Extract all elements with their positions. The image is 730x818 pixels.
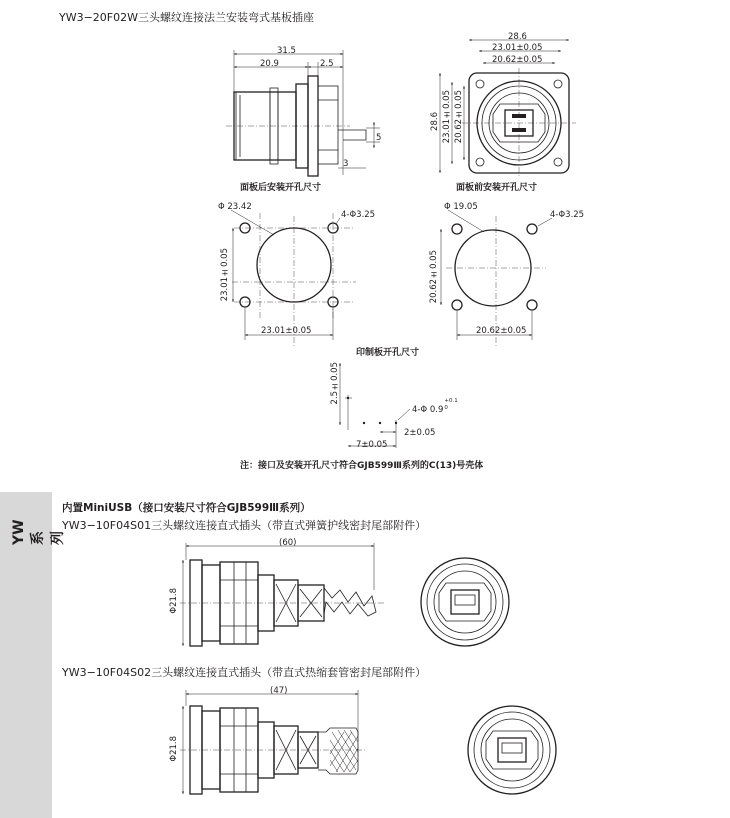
rear-cutout-pitch-h: 23.01±0.05 bbox=[261, 326, 312, 336]
dim-front-inner: 20.62±0.05 bbox=[492, 55, 543, 65]
pcb-pitch: 2±0.05 bbox=[404, 428, 436, 438]
section1-title: YW3−20F02W三头螺纹连接法兰安装弯式基板插座 bbox=[59, 11, 315, 24]
rear-cutout-drawing bbox=[231, 210, 356, 346]
plug2-diameter: Φ21.8 bbox=[169, 736, 179, 762]
plug2-side-view bbox=[180, 690, 366, 794]
rear-cutout-diameter: Φ 23.42 bbox=[218, 202, 252, 212]
plug2-end-view bbox=[468, 706, 556, 794]
front-cutout-holes: 4-Φ3.25 bbox=[550, 210, 585, 220]
socket-front-view bbox=[440, 40, 576, 178]
front-cutout-pitch-v: 20.62±0.05 bbox=[429, 250, 439, 304]
rear-cutout-holes: 4-Φ3.25 bbox=[341, 210, 376, 220]
dim-front-outer: 28.6 bbox=[508, 32, 527, 42]
dim-front-inner-v: 20.62±0.05 bbox=[454, 90, 464, 144]
plug1-length: (60) bbox=[279, 538, 297, 548]
dim-pin-tail: 3 bbox=[343, 159, 349, 169]
dim-front-outer-v: 28.6 bbox=[430, 112, 440, 131]
spec-note: 注：接口及安装开孔尺寸符合GJB599Ⅲ系列的C(13)号壳体 bbox=[240, 461, 484, 471]
plug1-title: YW3−10F04S01三头螺纹连接直式插头（带直式弹簧护线密封尾部附件） bbox=[62, 519, 427, 532]
pcb-pattern-drawing bbox=[340, 363, 410, 448]
front-cutout-caption: 面板前安装开孔尺寸 bbox=[456, 183, 538, 193]
socket-side-view bbox=[226, 50, 380, 176]
dim-front-mid-v: 23.01±0.05 bbox=[442, 90, 452, 144]
front-cutout-diameter: Φ 19.05 bbox=[444, 202, 478, 212]
plug2-title: YW3−10F04S02三头螺纹连接直式插头（带直式热缩套管密封尾部附件） bbox=[62, 666, 427, 679]
plug2-length: (47) bbox=[270, 686, 288, 696]
pcb-height: 2.5±0.05 bbox=[330, 362, 340, 405]
dim-overall-length: 31.5 bbox=[277, 46, 296, 56]
dim-flange-thickness: 2.5 bbox=[320, 59, 334, 69]
series-label: YW系列 bbox=[11, 519, 66, 545]
front-cutout-pitch-h: 20.62±0.05 bbox=[476, 326, 527, 336]
rear-cutout-pitch-v: 23.01±0.05 bbox=[220, 248, 230, 302]
dim-front-mid: 23.01±0.05 bbox=[492, 43, 543, 53]
pcb-holes: 4-Φ 0.9 +0.1 0 bbox=[412, 398, 458, 415]
pcb-span: 7±0.05 bbox=[356, 440, 388, 450]
pcb-caption: 印制板开孔尺寸 bbox=[356, 348, 420, 358]
front-cutout-drawing bbox=[441, 210, 552, 346]
rear-cutout-caption: 面板后安装开孔尺寸 bbox=[240, 183, 322, 193]
plug1-side-view bbox=[180, 543, 384, 646]
section2-heading: 内置MiniUSB（接口安装尺寸符合GJB599Ⅲ系列） bbox=[62, 502, 311, 514]
plug1-diameter: Φ21.8 bbox=[169, 588, 179, 614]
dim-pin-height: 5 bbox=[376, 133, 382, 143]
plug1-end-view bbox=[421, 558, 509, 646]
dim-body-length: 20.9 bbox=[260, 59, 279, 69]
